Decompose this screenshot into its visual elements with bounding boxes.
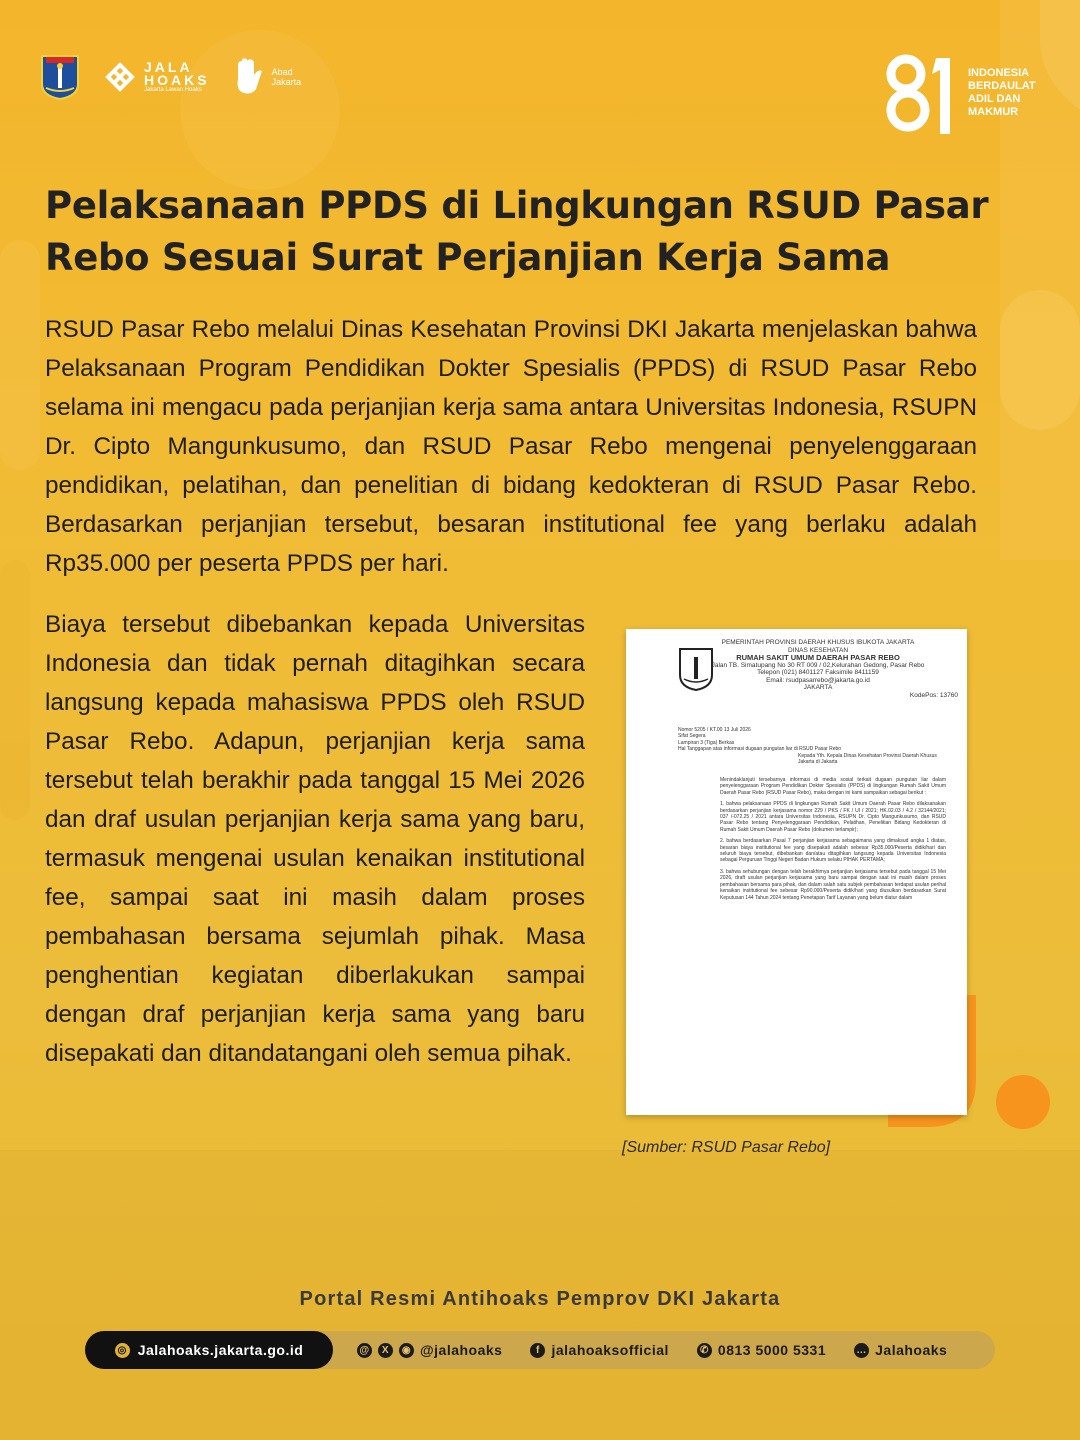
website-link[interactable] [85, 1331, 333, 1369]
letter-body-4: 3. bahwa sehubungan dengan telah berakhirnya perjanjian kerjasama tersebut pada tanggal 15 Mei 2026, draft usulan perjanjian kerjasama yang baru sampai dengan saat ini masih dalam proses pembahasan bersama para pihak, dan dalam salah satu subjek pembahasan terdapat usulan perihal kenaikan institutional fee sebesar Rp90.000/Peserta didik/hari yang diusulkan berdasarkan Surat Keputusan 144 Tahun 2024 tentang Penetapan Tarif Layanan yang belum diatur dalam [720, 868, 946, 901]
jala-line1: JALA [144, 59, 193, 75]
partner-logos [40, 54, 301, 100]
ri81-line3: ADIL DAN [968, 93, 1021, 105]
hut-ri-81-icon [884, 50, 960, 136]
ri81-line4: MAKMUR [968, 106, 1019, 118]
letter-body-1: Menindaklanjuti tersebarnya informasi di media sosial terkait dugaan pungutan liar dalam penyelenggaraan Program Pendidikan Dokter Spesialis (PPDS) di lingkungan Rumah Sakit Umum Daerah Pasar Rebo (RSUD Pasar Rebo), maka dengan ini kami sampaikan sebagai berikut : [720, 777, 946, 796]
hand-icon [232, 57, 268, 97]
chat-link[interactable] [854, 1342, 947, 1358]
abad-line1: Abad [271, 67, 293, 77]
letter-head-4: Jalan TB. Simatupang No 30 RT 009 / 02,Kelurahan Gedong, Pasar Rebo [711, 661, 925, 669]
letter-head-6: Email: rsudpasarrebo@jakarta.go.id [766, 676, 870, 684]
letter-body [720, 777, 946, 906]
jakarta-emblem-icon [40, 54, 80, 100]
website-text: Jalahoaks.jakarta.go.id [137, 1342, 304, 1358]
letter-head-2: DINAS KESEHATAN [787, 646, 849, 654]
letter-head-5: Telepon (021) 8401127 Faksimile 8411159 [757, 669, 879, 676]
tagline: Portal Resmi Antihoaks Pemprov DKI Jakarta [299, 1288, 781, 1310]
jala-subtitle: Jakarta Lawan Hoaks [144, 87, 202, 93]
letter-body-3: 2. bahwa berdasarkan Pasal 7 perjanjian kerjasama sebagaimana yang dimaksud angka 1 diatas, besaran biaya institutional fee yang disepakati adalah sebesar Rp35.000/Peserta didik/hari dan seluruh biaya tersebut, dibebankan dan/atau ditagihkan langsung kepada Universitas Indonesia sebagai Perguruan Tinggi Negeri Badan Hukum selaku PIHAK PERTAMA; [720, 838, 946, 864]
paragraph-2: Biaya tersebut dibebankan kepada Universitas Indonesia dan tidak pernah ditagihkan secara langsung kepada mahasiswa PPDS oleh RSUD Pasar Rebo. Adapun, perjanjian kerja sama tersebut telah berakhir pada tanggal 15 Mei 2026 dan draf usulan perjanjian kerja sama yang baru, termasuk mengenai usulan kenaikan institutional fee, sampai saat ini masih dalam proses pembahasan bersama sejumlah pihak. Masa penghentian kegiatan diberlakukan sampai dengan draf perjanjian kerja sama yang baru disepakati dan ditandatangani oleh semua pihak. [45, 611, 585, 1067]
x-icon: X [378, 1343, 393, 1358]
threads-icon: @ [357, 1343, 372, 1358]
social-handle-link[interactable] [357, 1342, 502, 1358]
letter-kodepos: KodePos: 13760 [909, 691, 958, 699]
letter-head-3: RUMAH SAKIT UMUM DAERAH PASAR REBO [736, 653, 900, 662]
ri81-line2: BERDAULAT [968, 80, 1036, 92]
ri81-line1: INDONESIA [968, 67, 1030, 79]
instagram-icon: ◉ [399, 1343, 414, 1358]
letter-head-1: PEMERINTAH PROVINSI DAERAH KHUSUS IBUKOTA JAKARTA [721, 639, 915, 646]
abad-line2: Jakarta [271, 77, 302, 87]
letter-hal: Hal Tanggapan atas informasi dugaan pungutan liar di RSUD Pasar Rebo [678, 746, 842, 753]
letter-kepada: Kepada Yth. Kepala Dinas Kesehatan Provinsi Daerah Khusus Jakarta di Jakarta [798, 752, 937, 766]
globe-icon: ◎ [115, 1343, 130, 1358]
letter-lampiran: Lampiran 3 (Tiga) Berkas [678, 739, 735, 746]
ri-81-logo [884, 50, 1036, 136]
social-handle-text: @jalahoaks [420, 1342, 503, 1358]
jala-hoaks-mark-icon [102, 59, 138, 95]
jala-line2: HOAKS [144, 72, 210, 88]
chat-icon: … [854, 1343, 869, 1358]
letter-head-7: JAKARTA [803, 684, 833, 691]
footer-bar [85, 1331, 995, 1369]
abad-jakarta-logo [232, 57, 302, 97]
facebook-link[interactable] [530, 1342, 668, 1358]
paragraph-1: RSUD Pasar Rebo melalui Dinas Kesehatan Provinsi DKI Jakarta menjelaskan bahwa Pelaksanaan Program Pendidikan Dokter Spesialis (PPDS) di RSUD Pasar Rebo selama ini mengacu pada perjanjian kerja sama antara Universitas Indonesia, RSUPN Dr. Cipto Mangunkusumo, dan RSUD Pasar Rebo mengenai penyelenggaraan pendidikan, pelatihan, dan penelitian di bidang kedokteran di RSUD Pasar Rebo. Berdasarkan perjanjian tersebut, besaran institutional fee yang berlaku adalah Rp35.000 per peserta PPDS per hari. [45, 316, 977, 577]
letter-meta [678, 727, 948, 765]
chat-text: Jalahoaks [875, 1342, 948, 1358]
jala-hoaks-logo [102, 59, 210, 95]
official-letter-image [626, 629, 967, 1115]
headline: Pelaksanaan PPDS di Lingkungan RSUD Pasar Rebo Sesuai Surat Perjanjian Kerja Sama [45, 184, 989, 279]
letter-sifat: Sifat Segera [678, 733, 706, 740]
letter-header [678, 639, 958, 699]
facebook-icon: f [530, 1343, 545, 1358]
whatsapp-link[interactable] [697, 1342, 826, 1358]
facebook-text: jalahoaksofficial [551, 1342, 669, 1358]
image-caption: [Sumber: RSUD Pasar Rebo] [622, 1139, 831, 1156]
whatsapp-icon: ✆ [697, 1343, 712, 1358]
whatsapp-text: 0813 5000 5331 [717, 1342, 827, 1358]
letter-nomor: Nomor 5205 / KT.00 13 Juli 2026 [678, 727, 751, 733]
letter-body-2: 1. bahwa pelaksanaan PPDS di lingkungan Rumah Sakit Umum Daerah Pasar Rebo dilaksanakan berdasarkan perjanjian kerjasama nomor 229 / PKS / FK / UI / 2021; HK.02.03 / 4.2 / 32144/2021; 037 /-072.25 / 2021 antara Universitas Indonesia, RSUPN Dr. Cipto Mangunkusumo, dan RSUD Pasar Rebo tentang Penyelenggaraan Pendidikan, Pelatihan, Penelitian Bidang Kedokteran di Rumah Sakit Umum Daerah Pasar Rebo (dokumen terlampir); [720, 801, 946, 833]
